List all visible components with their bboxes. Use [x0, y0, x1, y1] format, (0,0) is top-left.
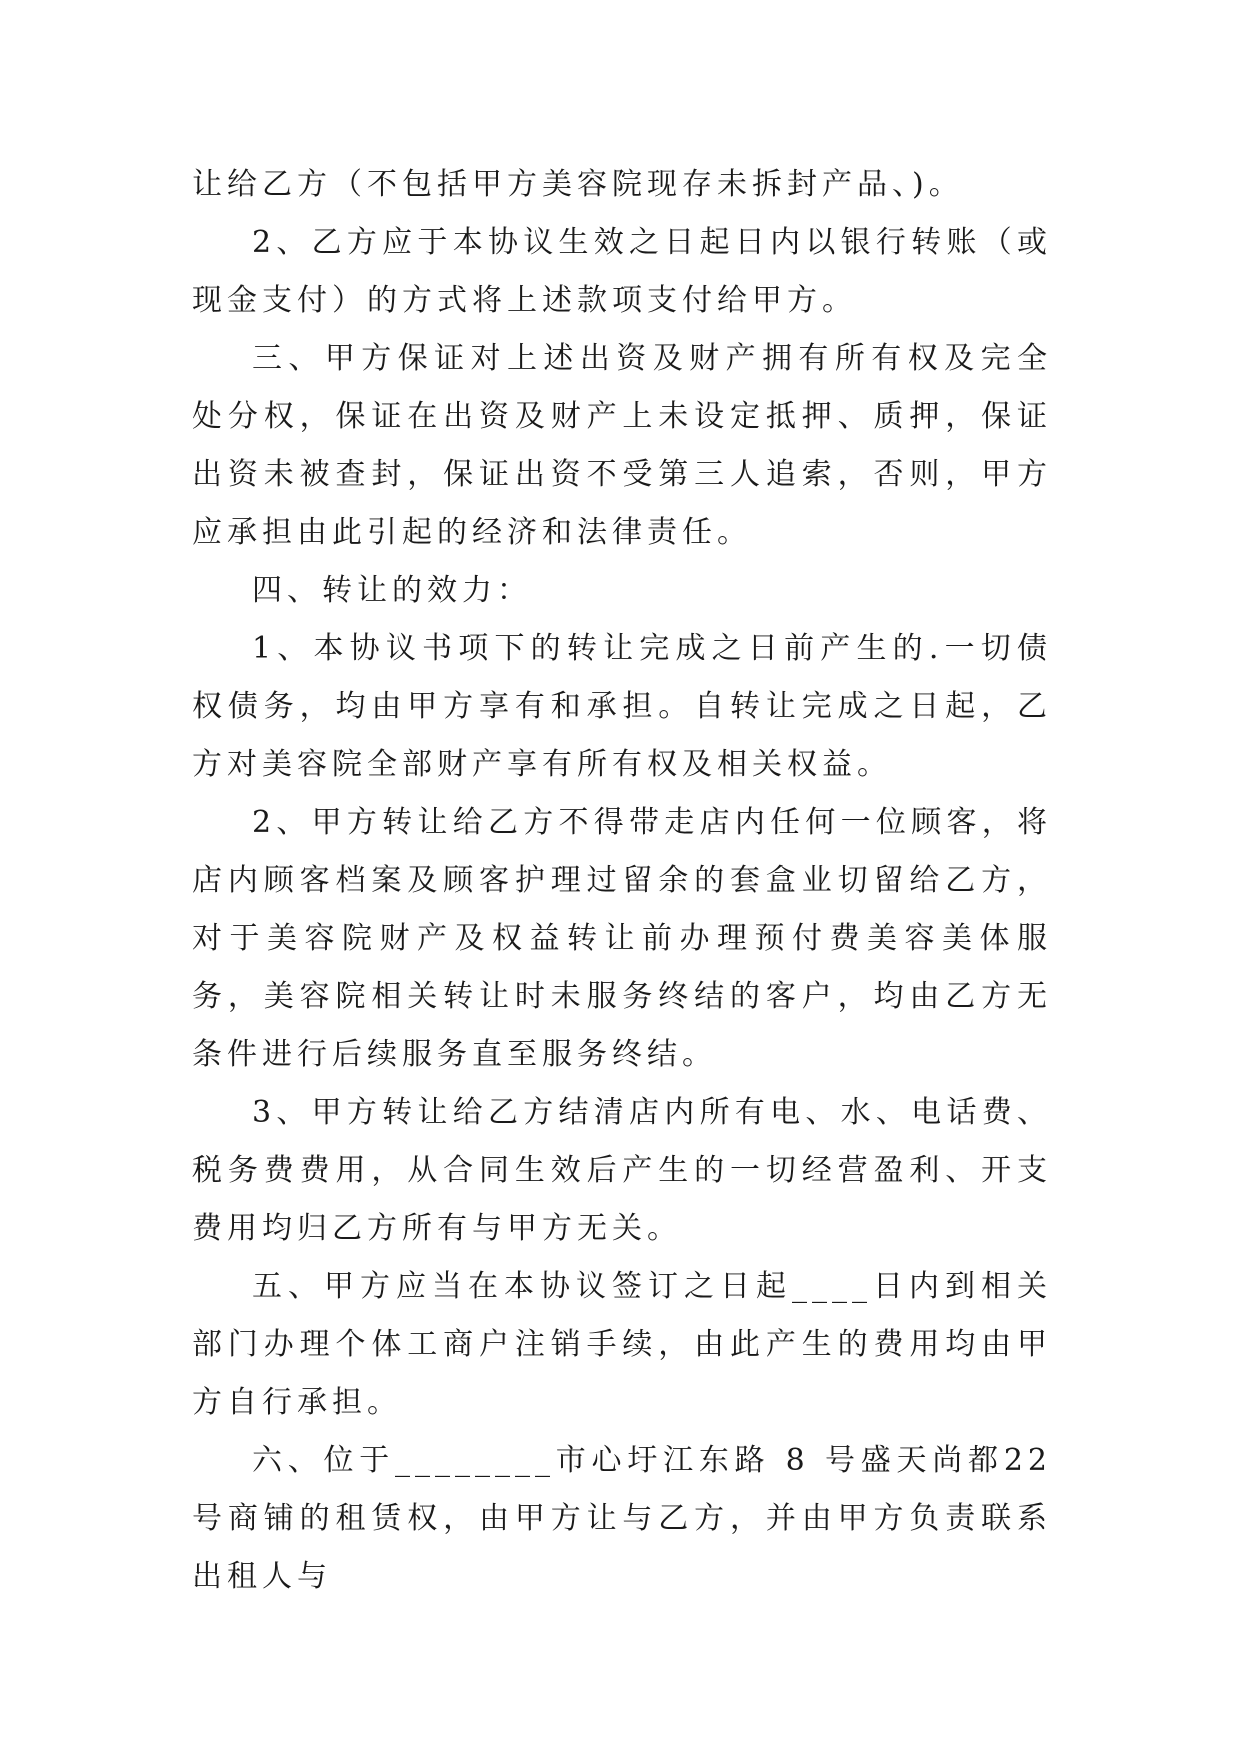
- paragraph-section-three-warranty: 三、甲方保证对上述出资及财产拥有所有权及完全处分权，保证在出资及财产上未设定抵押、质押，保证出资未被查封，保证出资不受第三人追索，否则，甲方应承担由此引起的经济和法律责任。: [192, 341, 1052, 550]
- paragraph-debts-rights: 1、本协议书项下的转让完成之日前产生的.一切债权债务，均由甲方享有和承担。自转让完成之日起，乙方对美容院全部财产享有所有权及相关权益。: [192, 631, 1052, 782]
- paragraph-customers: 2、甲方转让给乙方不得带走店内任何一位顾客，将店内顾客档案及顾客护理过留余的套盒业切留给乙方，对于美容院财产及权益转让前办理预付费美容美体服务，美容院相关转让时未服务终结的客户，均由乙方无条件进行后续服务直至服务终结。: [192, 805, 1052, 1072]
- paragraph-payment-method: 2、乙方应于本协议生效之日起日内以银行转账（或现金支付）的方式将上述款项支付给甲方。: [192, 225, 1052, 318]
- paragraph-utilities: 3、甲方转让给乙方结清店内所有电、水、电话费、税务费费用，从合同生效后产生的一切经营盈利、开支费用均归乙方所有与甲方无关。: [192, 1095, 1052, 1246]
- paragraph-continuation: 让给乙方（不包括甲方美容院现存未拆封产品、)。: [192, 167, 964, 202]
- paragraph-section-six-lease: 六、位于________市心圩江东路 8 号盛天尚都22号商铺的租赁权，由甲方让与乙方，并由甲方负责联系出租人与: [192, 1443, 1052, 1594]
- paragraph-section-five-deregistration: 五、甲方应当在本协议签订之日起____日内到相关部门办理个体工商户注销手续，由此产生的费用均由甲方自行承担。: [192, 1269, 1052, 1420]
- document-body: [192, 156, 1052, 1606]
- heading-section-four-effect: 四、转让的效力：: [252, 573, 532, 608]
